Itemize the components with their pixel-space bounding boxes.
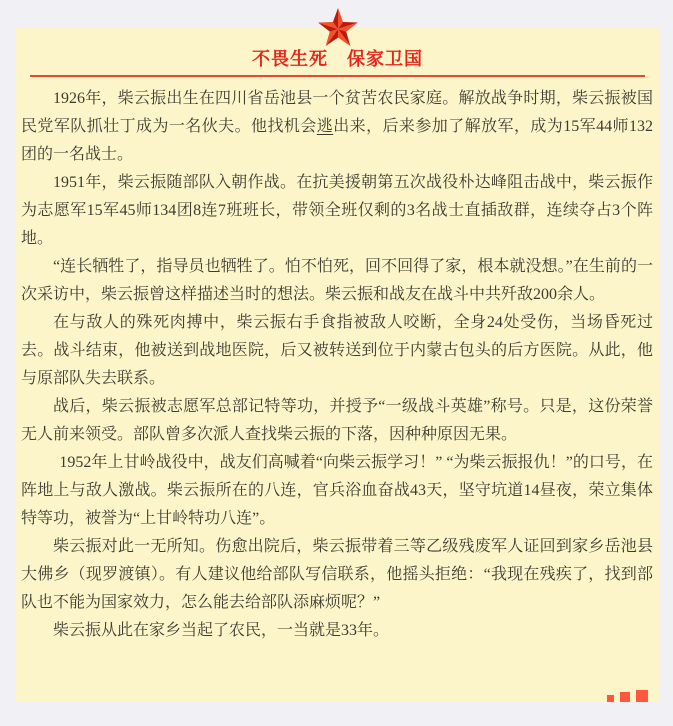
title-divider <box>30 75 645 77</box>
paragraph <box>21 617 653 645</box>
red-star-icon <box>315 7 361 51</box>
paragraph <box>21 169 653 253</box>
paragraph-text: 1951年，柴云振随部队入朝作战。在抗美援朝第五次战役朴达峰阻击战中，柴云振作为志愿军15军45师134团8连7班班长，带领全班仅剩的3名战士直插敌群，连续夺占3个阵地。 <box>21 174 653 247</box>
paragraph-text: 柴云振对此一无所知。伤愈出院后，柴云振带着三等乙级残废军人证回到家乡岳池县大佛乡（现罗渡镇）。有人建议他给部队写信联系，他摇头拒绝：“我现在残疾了，找到部队也不能为国家效力，怎么能去给部队添麻烦呢？” <box>21 538 653 611</box>
article-panel <box>15 28 660 702</box>
paragraph <box>21 533 653 617</box>
decor-square <box>607 695 614 702</box>
paragraph <box>21 449 653 533</box>
paragraph-text: 在与敌人的殊死肉搏中，柴云振右手食指被敌人咬断，全身24处受伤，当场昏死过去。战斗结束，他被送到战地医院，后又被转送到位于内蒙古包头的后方医院。从此，他与原部队失去联系。 <box>21 314 653 387</box>
paragraph <box>21 253 653 309</box>
paragraph-text: 1926年，柴云振出生在四川省岳池县一个贫苦农民家庭。解放战争时期，柴云振被国民党军队抓壮丁成为一名伙夫。他找机会 <box>21 90 653 135</box>
page-title: 不畏生死 保家卫国 <box>252 49 423 69</box>
decor-square <box>636 690 648 702</box>
paragraph <box>21 85 653 169</box>
paragraph <box>21 393 653 449</box>
paragraph <box>21 309 653 393</box>
paragraph-text: 出来，后来参加了解放军，成为15军44师132团的一名战士。 <box>21 118 653 163</box>
article-body <box>21 85 653 645</box>
paragraph-text: 柴云振从此在家乡当起了农民，一当就是33年。 <box>53 622 390 639</box>
paragraph-text: 战后，柴云振被志愿军总部记特等功，并授予“一级战斗英雄”称号。只是，这份荣誉无人前来领受。部队曾多次派人查找柴云振的下落，因种种原因无果。 <box>21 398 653 443</box>
paragraph-text: “连长牺牲了，指导员也牺牲了。怕不怕死，回不回得了家，根本就没想。”在生前的一次采访中，柴云振曾这样描述当时的想法。柴云振和战友在战斗中共歼敌200余人。 <box>21 258 653 303</box>
decor-square <box>620 692 630 702</box>
paragraph-text: 1952年上甘岭战役中，战友们高喊着“向柴云振学习！” “为柴云振报仇！”的口号，在阵地上与敌人激战。柴云振所在的八连，官兵浴血奋战43天，坚守坑道14昼夜，荣立集体特等功，被誉为“上甘岭特功八连”。 <box>21 454 653 527</box>
underlined-term[interactable]: 逃 <box>316 118 334 135</box>
corner-squares <box>607 690 648 702</box>
